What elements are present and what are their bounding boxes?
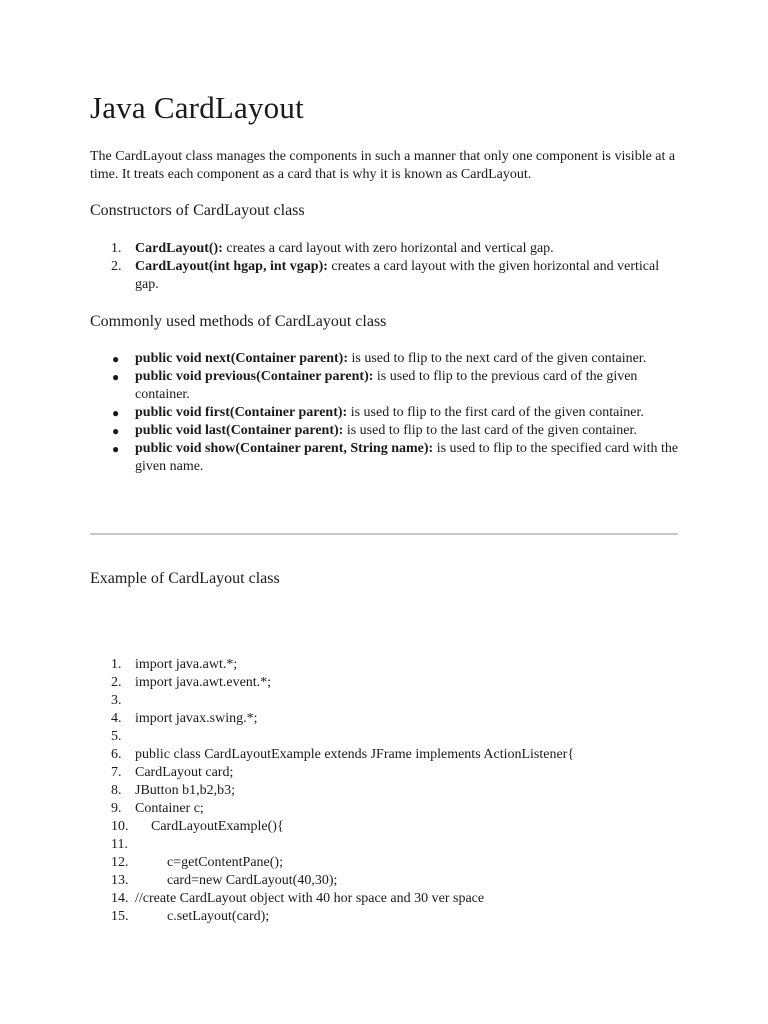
- line-number: 10.: [111, 819, 129, 834]
- line-number: 11.: [111, 837, 128, 852]
- code-text: import java.awt.*;: [135, 657, 238, 672]
- constructor-desc: creates a card layout with the given horizontal and vertical gap.: [135, 259, 660, 292]
- constructors-heading: Constructors of CardLayout class: [90, 202, 305, 219]
- code-line: [90, 692, 680, 710]
- code-line: [90, 728, 680, 746]
- code-line: [90, 674, 680, 692]
- constructor-desc: creates a card layout with zero horizontal and vertical gap.: [222, 241, 554, 256]
- horizontal-divider: [90, 533, 678, 535]
- code-line: [90, 854, 680, 872]
- line-number: 14.: [111, 891, 129, 906]
- code-line: [90, 890, 680, 908]
- method-desc: is used to flip to the last card of the given container.: [343, 423, 637, 438]
- line-number: 1.: [111, 657, 122, 672]
- bullet-icon: ●: [112, 370, 120, 384]
- list-item: [90, 440, 680, 476]
- code-line: [90, 746, 680, 764]
- code-listing: [90, 656, 680, 926]
- code-line: [90, 818, 680, 836]
- method-desc: is used to flip to the specified card with the given name.: [135, 441, 679, 474]
- list-item: [90, 368, 680, 404]
- line-number: 13.: [111, 873, 129, 888]
- bullet-icon: ●: [112, 424, 120, 438]
- code-text: Container c;: [135, 801, 204, 816]
- code-text: CardLayoutExample(){: [151, 819, 284, 834]
- bullet-icon: ●: [112, 406, 120, 420]
- example-heading: Example of CardLayout class: [90, 570, 280, 587]
- method-desc: is used to flip to the next card of the given container.: [348, 351, 647, 366]
- intro-paragraph: The CardLayout class manages the components in such a manner that only one component is visible at a time. It treats each component as a card that is why it is known as CardLayout.: [90, 149, 676, 182]
- code-line: [90, 872, 680, 890]
- line-number: 8.: [111, 783, 122, 798]
- method-signature: public void previous(Container parent):: [135, 369, 374, 384]
- line-number: 4.: [111, 711, 122, 726]
- method-signature: public void next(Container parent):: [135, 351, 348, 366]
- code-text: import java.awt.event.*;: [135, 675, 272, 690]
- code-line: [90, 836, 680, 854]
- method-signature: public void first(Container parent):: [135, 405, 348, 420]
- line-number: 7.: [111, 765, 122, 780]
- method-signature: public void last(Container parent):: [135, 423, 344, 438]
- line-number: 6.: [111, 747, 122, 762]
- code-line: [90, 764, 680, 782]
- list-number: 1.: [111, 241, 122, 256]
- line-number: 9.: [111, 801, 122, 816]
- list-item: [90, 350, 680, 368]
- line-number: 2.: [111, 675, 122, 690]
- list-number: 2.: [111, 259, 122, 274]
- list-item: [90, 404, 680, 422]
- bullet-icon: ●: [112, 442, 120, 456]
- methods-list: [90, 350, 680, 476]
- line-number: 3.: [111, 693, 122, 708]
- constructors-list: [90, 240, 680, 294]
- code-line: [90, 656, 680, 674]
- line-number: 15.: [111, 909, 129, 924]
- code-text: import javax.swing.*;: [135, 711, 258, 726]
- code-text: CardLayout card;: [135, 765, 234, 780]
- constructor-name: CardLayout():: [135, 241, 223, 256]
- list-item: [90, 258, 680, 294]
- code-text: card=new CardLayout(40,30);: [167, 873, 338, 888]
- page-title: Java CardLayout: [90, 90, 304, 125]
- code-text: //create CardLayout object with 40 hor space and 30 ver space: [135, 891, 485, 906]
- bullet-icon: ●: [112, 352, 120, 366]
- code-line: [90, 782, 680, 800]
- list-item: [90, 240, 680, 258]
- method-desc: is used to flip to the first card of the given container.: [347, 405, 644, 420]
- constructor-name: CardLayout(int hgap, int vgap):: [135, 259, 328, 274]
- code-text: c=getContentPane();: [167, 855, 283, 870]
- code-text: JButton b1,b2,b3;: [135, 783, 235, 798]
- line-number: 5.: [111, 729, 122, 744]
- code-text: public class CardLayoutExample extends JFrame implements ActionListener{: [135, 747, 575, 762]
- methods-heading: Commonly used methods of CardLayout class: [90, 313, 387, 330]
- method-signature: public void show(Container parent, String name):: [135, 441, 434, 456]
- method-desc: is used to flip to the previous card of the given container.: [135, 369, 638, 402]
- code-text: c.setLayout(card);: [167, 909, 270, 924]
- code-line: [90, 800, 680, 818]
- line-number: 12.: [111, 855, 129, 870]
- code-line: [90, 908, 680, 926]
- code-line: [90, 710, 680, 728]
- list-item: [90, 422, 680, 440]
